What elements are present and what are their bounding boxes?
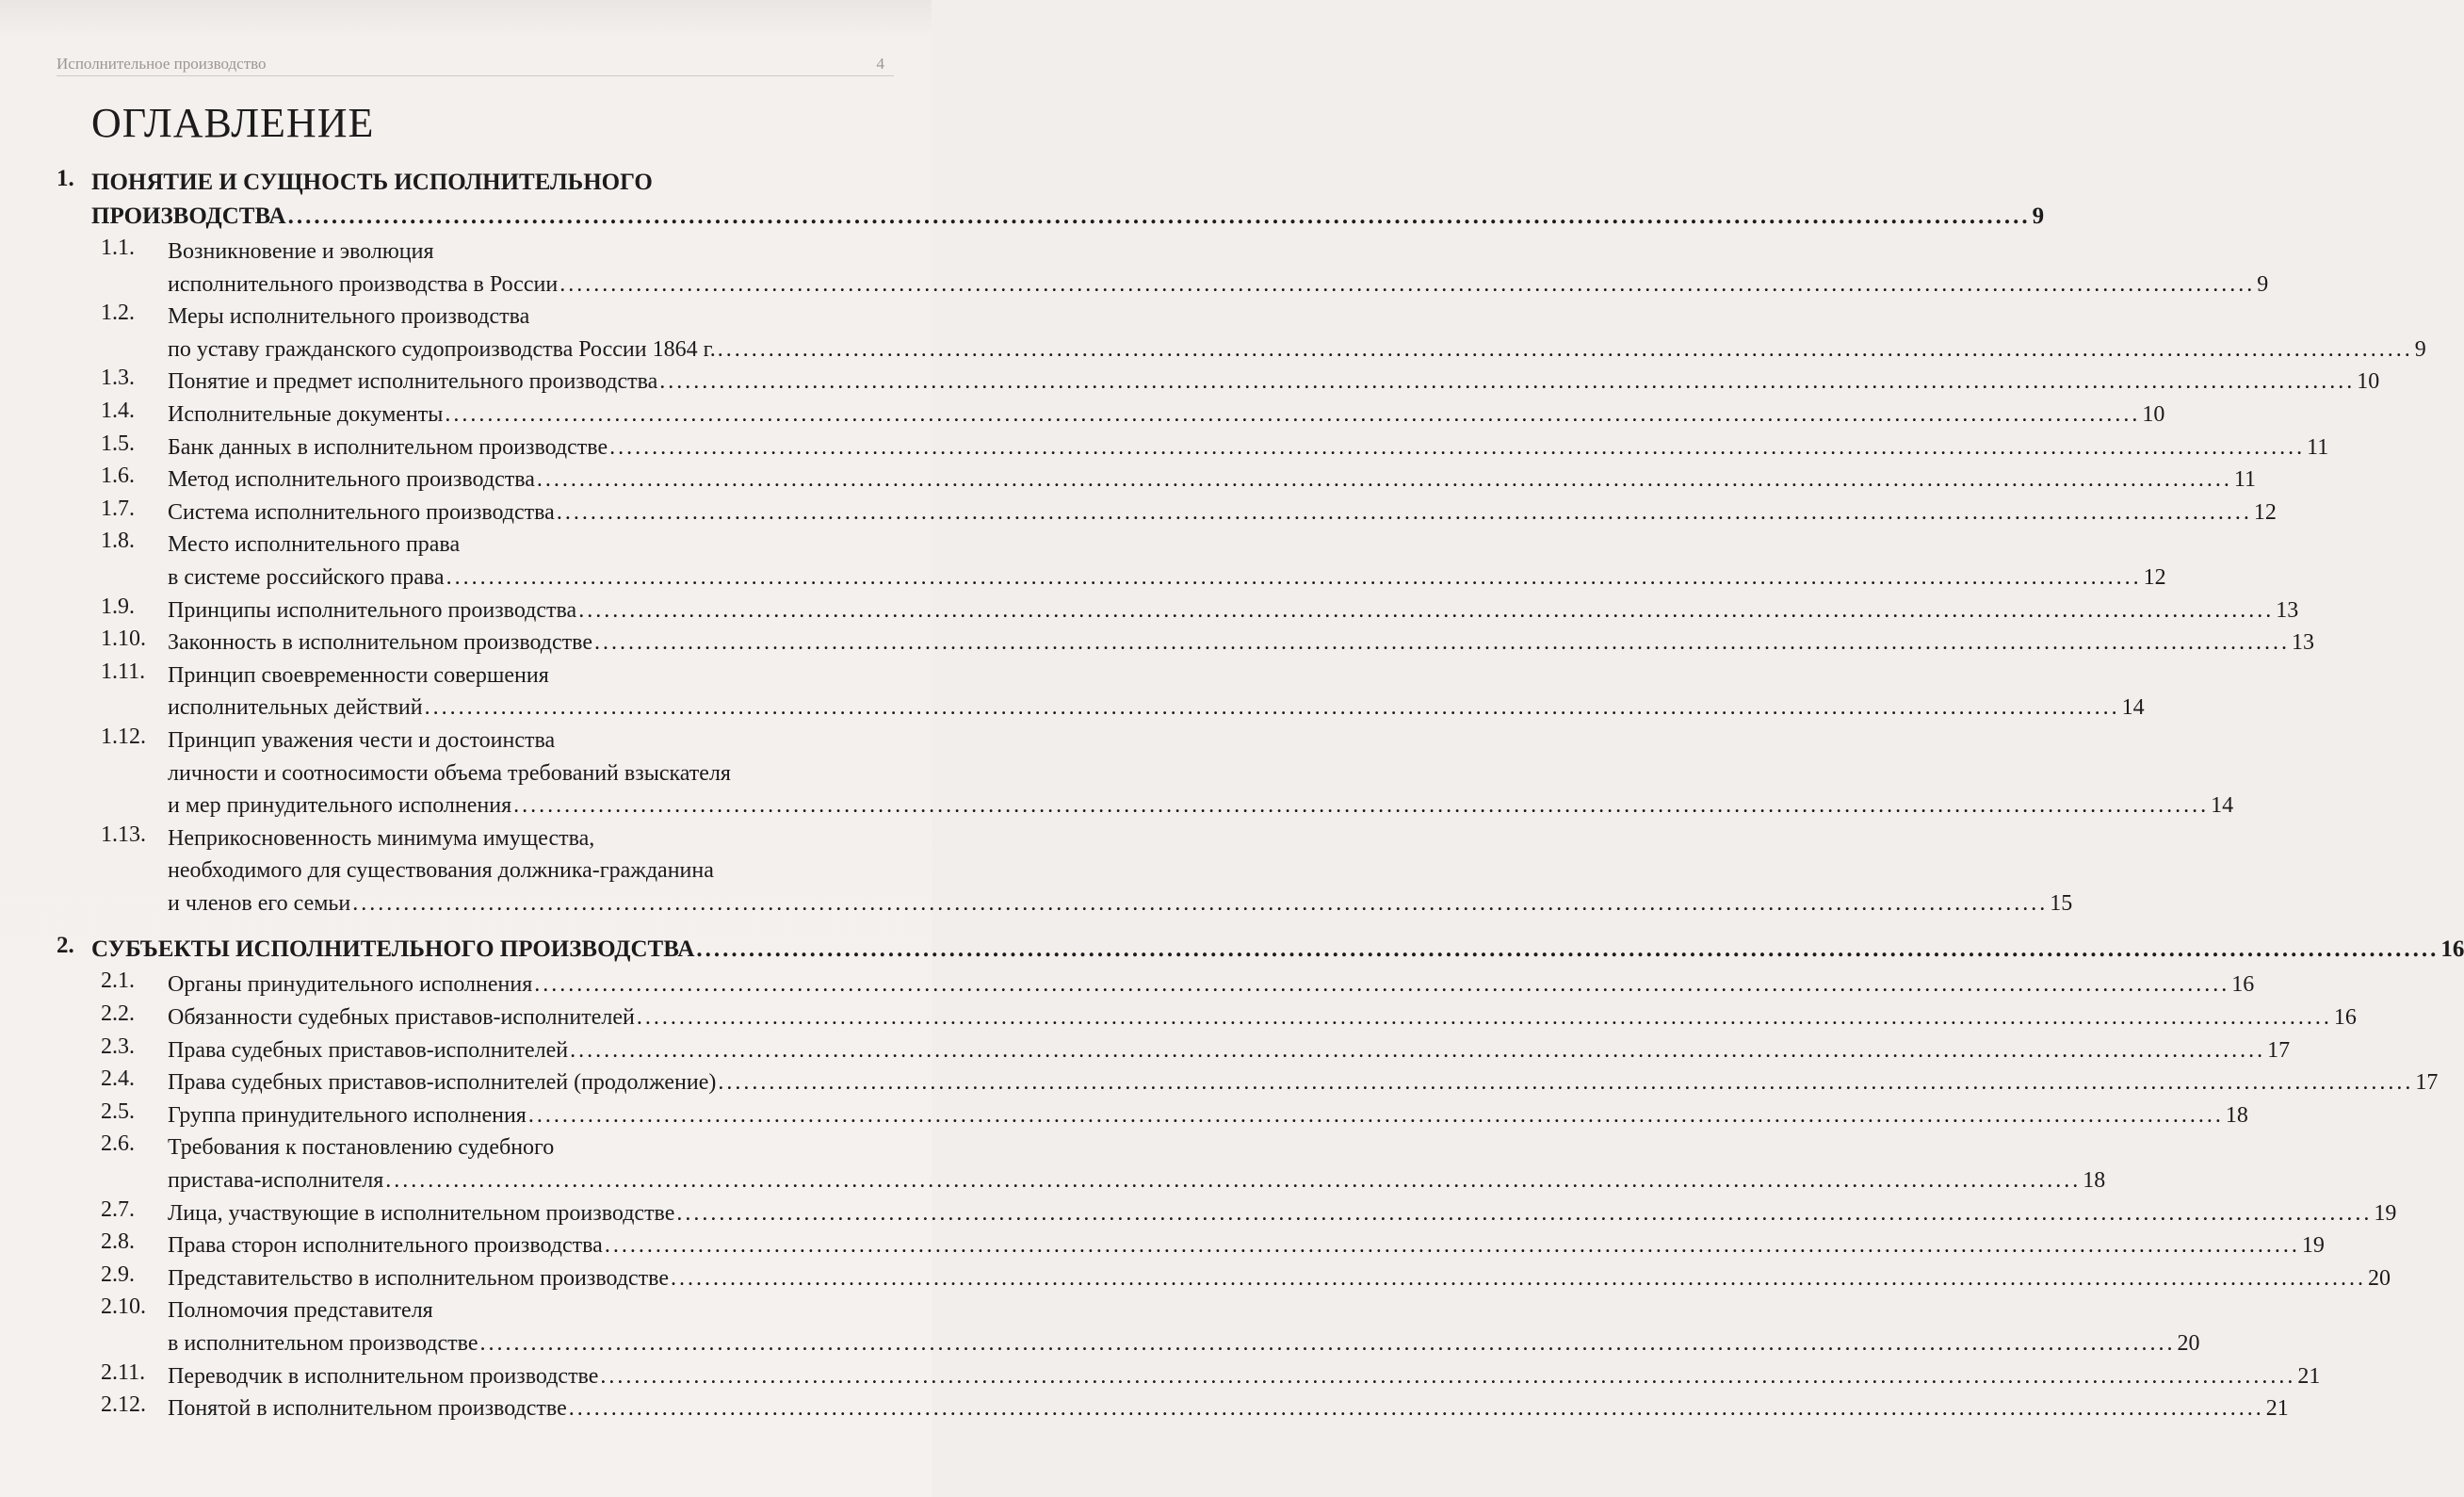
dot-leader: ........................................................................................................................................................................................................ [578, 597, 2275, 623]
toc-entry-title-line: Место исполнительного права [168, 532, 461, 558]
toc-entry-last-line [168, 431, 2329, 464]
dot-leader: ........................................................................................................................................................................................................ [536, 467, 2232, 493]
dot-leader: ........................................................................................................................................................................................................ [445, 401, 2141, 427]
toc-entry-number: 1.3. [101, 366, 135, 391]
toc-entry-title-line: и мер принудительного исполнения [168, 793, 512, 819]
dot-leader: ........................................................................................................................................................................................................ [534, 972, 2230, 998]
toc-entry-number: 2.4. [101, 1066, 135, 1092]
toc-subsection-entry [0, 529, 2166, 594]
toc-entry-last-line [168, 968, 2255, 1001]
toc-subsection-entry [0, 1033, 2291, 1067]
toc-entry-title [168, 366, 2380, 399]
toc-subsection-entry [0, 236, 2269, 301]
dot-leader: ........................................................................................................................................................................................................ [696, 936, 2440, 963]
toc-entry-page-number: 11 [2307, 434, 2329, 460]
toc-entry-title [168, 1360, 2321, 1393]
toc-entry-title [168, 724, 2234, 822]
toc-entry-title [168, 1294, 2200, 1359]
toc-entry-title [168, 399, 2165, 431]
toc-entry-title-line: Группа принудительного исполнения [168, 1102, 527, 1128]
toc-entry-last-line [91, 200, 2045, 234]
toc-entry-title-line: в исполнительном производстве [168, 1331, 478, 1356]
toc-entry-title-line: Понятой в исполнительном производстве [168, 1396, 567, 1422]
toc-entry-page-number: 16 [2333, 1005, 2357, 1031]
toc-entry-title-line: Органы принудительного исполнения [168, 972, 533, 998]
toc-subsection-entry [0, 822, 2073, 920]
toc-entry-title [168, 1099, 2248, 1132]
toc-entry-title [168, 431, 2329, 464]
toc-entry-page-number: 18 [2083, 1168, 2106, 1194]
dot-leader: ........................................................................................................................................................................................................ [636, 1005, 2332, 1031]
toc-entry-page-number: 14 [2121, 695, 2145, 721]
toc-entry-title-line: и членов его семьи [168, 890, 351, 916]
toc-subsection-entry [0, 496, 2277, 529]
toc-entry-title [91, 933, 2464, 967]
dot-leader: ........................................................................................................................................................................................................ [352, 890, 2049, 916]
dot-leader: ........................................................................................................................................................................................................ [604, 1233, 2300, 1259]
toc-entry-number: 1.10. [101, 626, 146, 652]
toc-entry-number: 1.6. [101, 464, 135, 489]
toc-entry-last-line [168, 1034, 2291, 1067]
toc-entry-title [168, 822, 2073, 920]
toc-entry-page-number: 13 [2276, 597, 2299, 623]
toc-entry-title-line: личности и соотносимости объема требований взыскателя [168, 760, 731, 786]
toc-entry-number: 1.4. [101, 398, 135, 423]
toc-entry-number: 1.2. [101, 301, 135, 326]
toc-entry-title [168, 1197, 2397, 1230]
toc-entry-last-line [168, 692, 2145, 724]
dot-leader: ........................................................................................................................................................................................................ [676, 1200, 2373, 1226]
toc-entry-title-line: Переводчик в исполнительном производстве [168, 1363, 599, 1389]
toc-entry-page-number: 10 [2142, 401, 2165, 427]
toc-entry-number: 2.1. [101, 968, 135, 994]
toc-entry-last-line [91, 933, 2464, 967]
running-head-page-mark: 4 [876, 55, 884, 73]
toc-entry-number: 1. [57, 166, 74, 191]
toc-entry-page-number: 21 [2297, 1363, 2321, 1389]
toc-entry-number: 1.5. [101, 431, 135, 456]
toc-entry-title-line: Права судебных приставов-исполнителей (продолжение) [168, 1070, 717, 1096]
dot-leader: ........................................................................................................................................................................................................ [600, 1363, 2296, 1389]
toc-subsection-entry [0, 1001, 2357, 1034]
toc-entry-page-number: 10 [2357, 369, 2380, 395]
toc-entry-page-number: 17 [2415, 1070, 2439, 1096]
toc-entry-number: 2.8. [101, 1229, 135, 1255]
dot-leader: ........................................................................................................................................................................................................ [287, 203, 2031, 229]
toc-entry-title-line: Метод исполнительного производства [168, 467, 535, 493]
dot-leader: ........................................................................................................................................................................................................ [659, 369, 2356, 395]
dot-leader: ........................................................................................................................................................................................................ [718, 1070, 2414, 1096]
toc-entry-title [168, 236, 2269, 301]
table-of-contents [0, 166, 2464, 1425]
toc-entry-last-line [168, 268, 2269, 301]
toc-entry-title-line: Принципы исполнительного производства [168, 597, 577, 623]
toc-entry-last-line [168, 789, 2234, 822]
dot-leader: ........................................................................................................................................................................................................ [559, 271, 2256, 297]
dot-leader: ........................................................................................................................................................................................................ [609, 434, 2306, 460]
toc-entry-page-number: 20 [2177, 1331, 2200, 1356]
toc-entry-number: 2.11. [101, 1359, 146, 1385]
toc-entry-last-line [168, 334, 2426, 366]
toc-entry-title [168, 968, 2255, 1001]
dot-leader: ........................................................................................................................................................................................................ [717, 336, 2413, 362]
dot-leader: ........................................................................................................................................................................................................ [479, 1331, 2176, 1356]
toc-entry-title-line: пристава-исполнителя [168, 1168, 384, 1194]
toc-subsection-entry [0, 301, 2426, 366]
toc-entry-title-line: СУБЪЕКТЫ ИСПОЛНИТЕЛЬНОГО ПРОИЗВОДСТВА [91, 936, 695, 963]
toc-entry-title [168, 659, 2145, 724]
dot-leader: ........................................................................................................................................................................................................ [593, 630, 2290, 656]
toc-entry-last-line [168, 464, 2256, 496]
toc-subsection-entry [0, 1131, 2106, 1196]
dot-leader: ........................................................................................................................................................................................................ [385, 1168, 2082, 1194]
toc-entry-page-number: 12 [2143, 564, 2166, 590]
toc-entry-number: 1.12. [101, 724, 146, 749]
toc-entry-title-line: ПОНЯТИЕ И СУЩНОСТЬ ИСПОЛНИТЕЛЬНОГО [91, 170, 653, 195]
toc-entry-title-line: Неприкосновенность минимума имущества, [168, 825, 595, 851]
toc-entry-last-line [168, 1001, 2357, 1034]
toc-entry-title [168, 1229, 2325, 1262]
toc-entry-title [168, 529, 2166, 594]
toc-entry-title-line: Система исполнительного производства [168, 499, 555, 525]
toc-entry-last-line [168, 1066, 2439, 1099]
toc-entry-last-line [168, 1164, 2106, 1197]
toc-section-entry [0, 933, 2464, 967]
toc-entry-page-number: 21 [2265, 1396, 2289, 1422]
toc-entry-title-line: Права судебных приставов-исполнителей [168, 1037, 569, 1063]
dot-leader: ........................................................................................................................................................................................................ [671, 1265, 2367, 1291]
toc-entry-title-line: ПРОИЗВОДСТВА [91, 203, 286, 229]
toc-entry-title-line: в системе российского права [168, 564, 445, 590]
toc-subsection-entry [0, 1359, 2321, 1393]
toc-entry-last-line [168, 1262, 2391, 1295]
toc-entry-number: 1.11. [101, 659, 146, 684]
toc-entry-page-number: 11 [2233, 467, 2256, 493]
toc-entry-number: 2. [57, 933, 74, 959]
toc-entry-title [168, 464, 2256, 496]
toc-subsection-entry [0, 431, 2329, 464]
toc-subsection-entry [0, 1392, 2289, 1425]
toc-entry-title-line: Банк данных в исполнительном производстве [168, 434, 608, 460]
toc-subsection-entry [0, 1196, 2397, 1230]
dot-leader: ........................................................................................................................................................................................................ [556, 499, 2252, 525]
dot-leader: ........................................................................................................................................................................................................ [446, 564, 2142, 590]
toc-subsection-entry [0, 398, 2165, 431]
section-gap [0, 919, 932, 933]
toc-entry-title-line: исполнительного производства в России [168, 271, 559, 297]
dot-leader: ........................................................................................................................................................................................................ [568, 1396, 2264, 1422]
toc-entry-title-line: Права сторон исполнительного производства [168, 1233, 603, 1259]
running-head-text: Исполнительное производство [57, 55, 267, 73]
toc-entry-last-line [168, 594, 2299, 627]
toc-subsection-entry [0, 366, 2380, 399]
toc-subsection-entry [0, 594, 2299, 627]
toc-entry-page-number: 20 [2368, 1265, 2391, 1291]
toc-entry-title-line: Исполнительные документы [168, 401, 444, 427]
toc-entry-number: 2.2. [101, 1001, 135, 1027]
toc-subsection-entry [0, 1261, 2391, 1295]
toc-subsection-entry [0, 724, 2234, 822]
toc-entry-title [91, 166, 2045, 234]
toc-subsection-entry [0, 464, 2256, 496]
toc-entry-last-line [168, 399, 2165, 431]
page-title: ОГЛАВЛЕНИЕ [91, 100, 375, 146]
toc-entry-title-line: Возникновение и эволюция [168, 239, 434, 264]
dot-leader: ........................................................................................................................................................................................................ [424, 695, 2120, 721]
toc-entry-number: 2.10. [101, 1294, 146, 1320]
toc-entry-last-line [168, 1327, 2200, 1360]
toc-entry-title-line: Требования к постановлению судебного [168, 1135, 555, 1161]
toc-entry-last-line [168, 561, 2166, 594]
toc-subsection-entry [0, 968, 2255, 1001]
toc-entry-number: 2.5. [101, 1098, 135, 1124]
toc-entry-number: 2.3. [101, 1033, 135, 1059]
toc-entry-title-line: Понятие и предмет исполнительного производства [168, 369, 658, 395]
toc-subsection-entry [0, 1229, 2325, 1262]
dot-leader: ........................................................................................................................................................................................................ [513, 793, 2210, 819]
toc-entry-number: 1.13. [101, 822, 146, 847]
toc-entry-page-number: 9 [2414, 336, 2426, 362]
toc-subsection-entry [0, 659, 2145, 724]
toc-subsection-entry [0, 626, 2314, 659]
toc-entry-title-line: Представительство в исполнительном производстве [168, 1265, 670, 1291]
toc-entry-last-line [168, 366, 2380, 399]
toc-entry-title-line: по уставу гражданского судопроизводства России 1864 г. [168, 336, 716, 362]
toc-entry-title [168, 1034, 2291, 1067]
toc-entry-page-number: 13 [2291, 630, 2314, 656]
toc-subsection-entry [0, 1294, 2200, 1359]
toc-entry-number: 2.6. [101, 1131, 135, 1157]
toc-entry-title-line: Принцип своевременности совершения [168, 662, 549, 688]
toc-entry-page-number: 12 [2253, 499, 2277, 525]
toc-entry-last-line [168, 626, 2314, 659]
toc-subsection-entry [0, 1066, 2439, 1099]
toc-entry-title [168, 1001, 2357, 1034]
toc-entry-title [168, 301, 2426, 366]
running-head [57, 55, 894, 76]
toc-entry-page-number: 16 [2440, 936, 2464, 963]
toc-entry-page-number: 16 [2231, 972, 2255, 998]
toc-entry-page-number: 9 [2257, 271, 2269, 297]
toc-entry-page-number: 19 [2301, 1233, 2325, 1259]
toc-entry-title [168, 1262, 2391, 1295]
toc-entry-page-number: 9 [2032, 203, 2045, 229]
toc-entry-title [168, 1066, 2439, 1099]
toc-entry-title [168, 626, 2314, 659]
toc-entry-title-line: Законность в исполнительном производстве [168, 630, 592, 656]
toc-entry-title-line: Меры исполнительного производства [168, 304, 530, 330]
toc-entry-page-number: 19 [2374, 1200, 2397, 1226]
dot-leader: ........................................................................................................................................................................................................ [527, 1102, 2224, 1128]
toc-entry-title-line: необходимого для существования должника-гражданина [168, 858, 714, 884]
toc-entry-last-line [168, 887, 2073, 920]
toc-entry-last-line [168, 1197, 2397, 1230]
toc-entry-title [168, 1392, 2289, 1425]
toc-entry-page-number: 18 [2225, 1102, 2248, 1128]
toc-entry-page-number: 15 [2050, 890, 2073, 916]
toc-entry-number: 2.7. [101, 1196, 135, 1222]
toc-entry-last-line [168, 1229, 2325, 1262]
toc-section-entry [0, 166, 2045, 234]
toc-entry-last-line [168, 1099, 2248, 1132]
toc-entry-number: 1.8. [101, 529, 135, 554]
toc-entry-number: 1.7. [101, 496, 135, 521]
toc-entry-number: 1.9. [101, 594, 135, 619]
toc-entry-title [168, 1131, 2106, 1196]
toc-entry-title-line: Обязанности судебных приставов-исполнителей [168, 1005, 635, 1031]
toc-entry-title-line: Лица, участвующие в исполнительном производстве [168, 1200, 675, 1226]
toc-entry-number: 1.1. [101, 236, 135, 260]
toc-entry-last-line [168, 1392, 2289, 1425]
toc-entry-title-line: исполнительных действий [168, 695, 423, 721]
toc-subsection-entry [0, 1098, 2248, 1132]
toc-entry-title-line: Полномочия представителя [168, 1298, 433, 1324]
toc-entry-last-line [168, 496, 2277, 529]
toc-entry-page-number: 17 [2267, 1037, 2291, 1063]
toc-entry-page-number: 14 [2211, 793, 2234, 819]
toc-entry-last-line [168, 1360, 2321, 1393]
toc-entry-number: 2.9. [101, 1261, 135, 1287]
toc-entry-title-line: Принцип уважения чести и достоинства [168, 727, 556, 753]
dot-leader: ........................................................................................................................................................................................................ [570, 1037, 2266, 1063]
toc-entry-number: 2.12. [101, 1392, 146, 1418]
toc-entry-title [168, 594, 2299, 627]
toc-entry-title [168, 496, 2277, 529]
